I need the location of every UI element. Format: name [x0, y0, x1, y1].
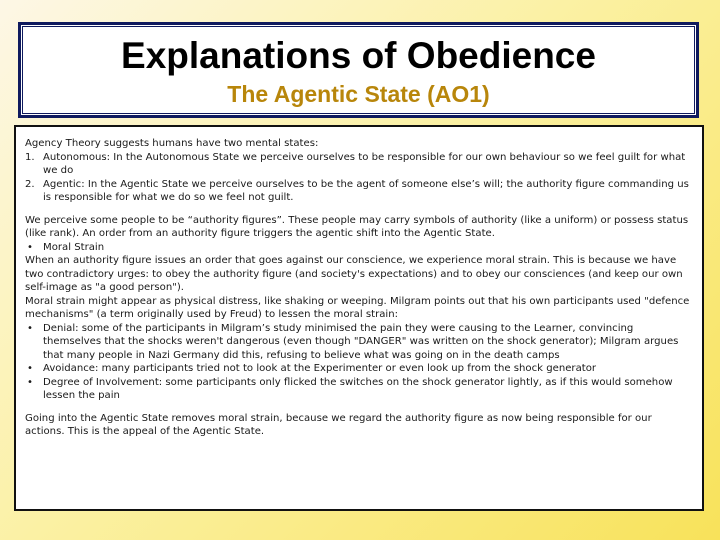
authority-paragraph: We perceive some people to be “authority figures”. These people may carry symbols of authority (like a uniform) or possess status (like rank). An order from an authority figure triggers the agentic shift into the Agentic State. [25, 214, 689, 239]
intro-text: Agency Theory suggests humans have two mental states: [25, 138, 319, 149]
spacer [25, 205, 693, 214]
list-item [25, 178, 693, 205]
bullet-icon: • [27, 376, 33, 388]
list-number: 1. [25, 151, 35, 163]
moral-strain-heading: Moral Strain [43, 241, 105, 253]
moral-strain-heading-list [25, 241, 693, 255]
list-item-text: Avoidance: many participants tried not to look at the Experimenter or even look up from the shock generator [43, 363, 597, 374]
list-number: 2. [25, 178, 35, 190]
moral-strain-paragraph: When an authority figure issues an order that goes against our conscience, we experience moral strain. This is because we have two contradictory urges: to obey the authority figure (and society's expectations) and to obey our consciences (and keep our own self-image as "a good person"). [25, 255, 683, 293]
spacer [25, 403, 693, 412]
mental-states-list [25, 151, 693, 205]
bullet-icon: • [27, 322, 33, 334]
slide-subtitle: The Agentic State (AO1) [227, 81, 490, 107]
list-item-text: Autonomous: In the Autonomous State we perceive ourselves to be responsible for our own behaviour so we feel guilt for what we do [43, 151, 686, 176]
list-item-text: Degree of Involvement: some participants only flicked the switches on the shock generator lightly, as if this would somehow lessen the pain [43, 376, 673, 401]
slide-title: Explanations of Obedience [121, 35, 596, 76]
bullet-icon: • [27, 241, 33, 253]
list-item [25, 376, 693, 403]
list-item [25, 151, 693, 178]
list-item [25, 322, 693, 363]
defence-intro: Moral strain might appear as physical distress, like shaking or weeping. Milgram points out that his own participants used "defence mechanisms" (a term originally used by Freud) to lessen the moral strain: [25, 295, 690, 320]
list-item [25, 241, 693, 255]
title-box [18, 22, 699, 118]
list-item-text: Agentic: In the Agentic State we perceive ourselves to be the agent of someone else’s will; the authority figure commanding us is responsible for what we do so we feel not guilt. [43, 178, 689, 203]
list-item [25, 362, 693, 376]
list-item-text: Denial: some of the participants in Milgram’s study minimised the pain they were causing to the Learner, convincing themselves that the shocks weren't dangerous (even though "DANGER" was written on the shock generator); Milgram argues that many people in Nazi Germany did this, refusing to believe what was going on in the death camps [43, 322, 679, 361]
conclusion-paragraph: Going into the Agentic State removes moral strain, because we regard the authority figure as now being responsible for our actions. This is the appeal of the Agentic State. [25, 412, 652, 437]
content-box [14, 125, 704, 511]
defence-mechanisms-list [25, 322, 693, 403]
bullet-icon: • [27, 363, 33, 374]
